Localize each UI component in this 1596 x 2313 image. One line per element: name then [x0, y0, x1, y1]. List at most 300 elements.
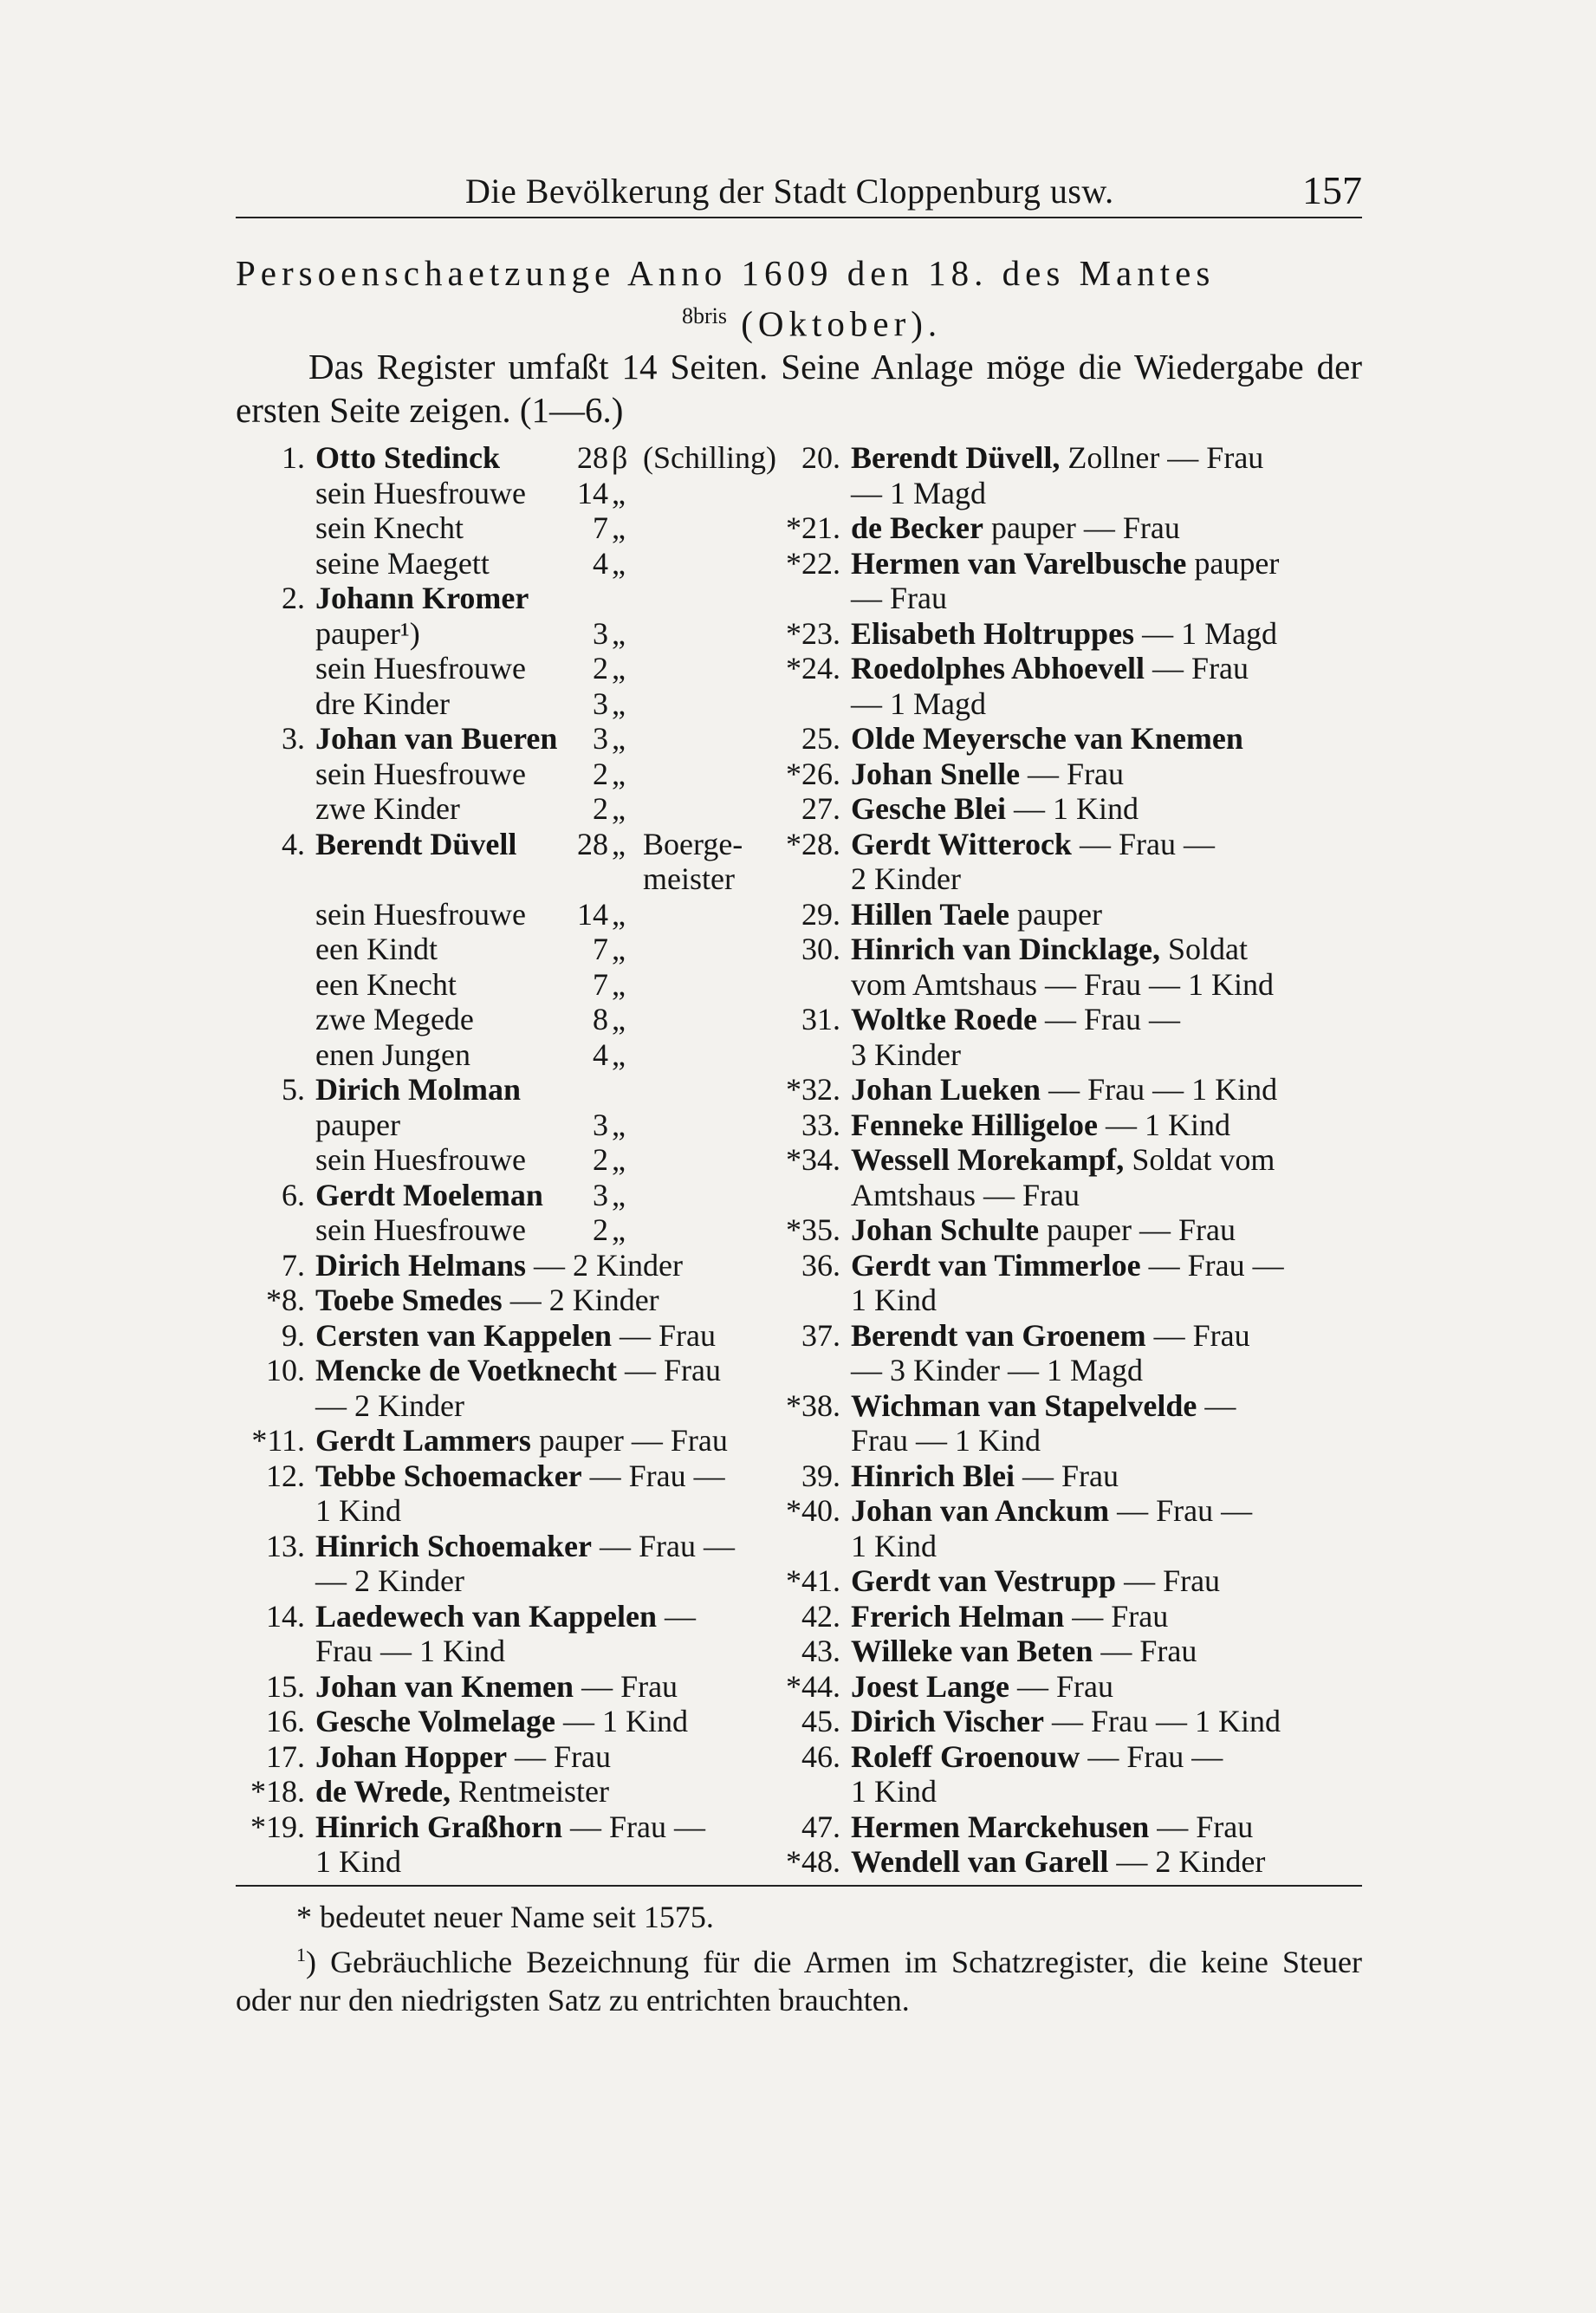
household-member: enen Jungen — [315, 1036, 470, 1072]
entry-detail: — Frau — — [581, 1458, 725, 1493]
register-entry — [771, 932, 1362, 967]
register-entry — [236, 546, 799, 581]
entry-detail: pauper — Frau — [983, 510, 1180, 545]
footnote-rule — [236, 1885, 1362, 1887]
entry-detail: — Frau — — [562, 1809, 706, 1844]
tax-unit: „ — [612, 651, 626, 685]
entry-name-bold: Joest Lange — [851, 1668, 1009, 1704]
tax-amount-value: 4 — [593, 545, 608, 581]
footnote-one — [236, 1936, 1362, 2019]
register-entry — [236, 1353, 799, 1388]
entry-detail: — Frau — — [1071, 826, 1215, 861]
register-entry — [771, 1108, 1362, 1143]
register-entry — [236, 721, 799, 757]
entry-number: *34. — [786, 1142, 840, 1177]
entry-detail: — Frau — 1 Kind — [1041, 1072, 1278, 1107]
entry-name-bold: Dirich Molman — [315, 1072, 521, 1107]
entry-name — [851, 1388, 1236, 1424]
entry-name-bold: de Wrede, — [315, 1774, 451, 1809]
entry-name-bold: Johan Snelle — [851, 756, 1021, 791]
title-line-2-text: (Oktober). — [727, 303, 943, 344]
entry-number: 1. — [282, 440, 305, 475]
entry-name-bold: Berendt van Groenem — [851, 1317, 1146, 1353]
register-entry — [771, 1353, 1362, 1388]
register-entry — [236, 1563, 799, 1599]
tax-amount-value: 2 — [593, 1142, 608, 1177]
entry-number: *32. — [786, 1072, 840, 1107]
entry-detail: — Frau — [1149, 1809, 1254, 1844]
entry-number: *23. — [786, 615, 840, 651]
tax-unit: „ — [612, 791, 626, 826]
entry-name — [851, 1318, 1250, 1354]
tax-unit: „ — [612, 1177, 626, 1212]
entry-name-bold: Johan van Knemen — [315, 1668, 574, 1704]
entry-name — [851, 721, 1243, 757]
entry-detail: — Frau — 1 Kind — [1043, 1704, 1281, 1738]
entry-detail: pauper — [1186, 545, 1280, 581]
entry-continuation: 3 Kinder — [851, 1036, 961, 1072]
register-entry — [771, 827, 1362, 862]
tax-amount-value: 28 — [577, 440, 608, 475]
entry-detail: pauper — Frau — [1039, 1212, 1236, 1247]
entry-name-bold: Gerdt Lammers — [315, 1423, 531, 1458]
register-entry — [771, 476, 1362, 511]
register-entry — [771, 1634, 1362, 1669]
entry-detail: — Frau — [574, 1668, 678, 1704]
intro-paragraph — [236, 345, 1362, 432]
tax-unit: „ — [612, 510, 626, 545]
entry-name — [315, 1423, 728, 1459]
household-member: sein Huesfrouwe — [315, 756, 526, 791]
entry-number: 15. — [266, 1668, 305, 1704]
entry-name-bold: Hinrich Graßhorn — [315, 1809, 563, 1844]
entry-number: *28. — [786, 826, 840, 861]
tax-amount — [558, 1142, 688, 1178]
page-number: 157 — [1302, 168, 1362, 212]
register-entry — [236, 1178, 799, 1213]
tax-amount-value: 2 — [593, 791, 608, 826]
entry-number: 6. — [282, 1177, 305, 1212]
entry-name-bold: Gerdt Witterock — [851, 826, 1072, 861]
register-entry — [771, 1529, 1362, 1564]
entry-detail: — Frau — — [1140, 1247, 1284, 1283]
entry-name-bold: Dirich Helmans — [315, 1247, 526, 1283]
entry-name-bold: Johann Kromer — [315, 581, 529, 615]
entry-detail: — Frau — [1064, 1598, 1169, 1634]
entry-name-bold: Elisabeth Holtruppes — [851, 615, 1135, 651]
entry-name-bold: Gerdt van Timmerloe — [851, 1247, 1141, 1283]
title-line-1: Persoenschaetzunge Anno 1609 den 18. des Mantes — [236, 253, 1216, 293]
register-entry — [236, 967, 799, 1003]
tax-unit: „ — [612, 1107, 626, 1142]
entry-number: 7. — [282, 1247, 305, 1283]
register-entry — [771, 1142, 1362, 1178]
register-entry — [771, 1704, 1362, 1739]
entry-number: *21. — [786, 510, 840, 545]
entry-number: 25. — [801, 721, 840, 756]
register-entry — [771, 510, 1362, 546]
register-entry — [771, 791, 1362, 827]
entry-detail: — Frau — [1020, 756, 1125, 791]
entry-number: *8. — [266, 1283, 305, 1317]
entry-name — [851, 546, 1279, 581]
register-entry — [771, 1212, 1362, 1248]
entry-number: 4. — [282, 826, 305, 861]
entry-name — [851, 1212, 1236, 1248]
entry-number: 39. — [801, 1458, 840, 1493]
register-entry — [236, 1037, 799, 1073]
entry-continuation: 1 Kind — [851, 1528, 937, 1563]
entry-name — [851, 510, 1180, 546]
register-entry — [771, 1178, 1362, 1213]
tax-amount — [558, 476, 688, 511]
entry-name — [851, 1002, 1180, 1037]
tax-amount — [558, 897, 688, 932]
register-entry — [771, 1283, 1362, 1318]
entry-name — [851, 616, 1277, 652]
register-entry — [236, 1423, 799, 1459]
entry-name — [315, 1353, 721, 1388]
tax-amount-value: 14 — [577, 896, 608, 932]
entry-detail: — 2 Kinder — [525, 1247, 683, 1283]
entry-name-bold: Hinrich van Dincklage, — [851, 932, 1161, 966]
entry-number: *26. — [786, 756, 840, 791]
entry-name — [315, 827, 516, 862]
entry-name-bold: Johan Schulte — [851, 1212, 1040, 1247]
entry-detail: — 2 Kinder — [1108, 1844, 1266, 1879]
register-entry — [236, 1493, 799, 1529]
register-entry — [236, 686, 799, 722]
tax-unit: β — [612, 440, 628, 475]
entry-number: 14. — [266, 1598, 305, 1634]
entry-number: *48. — [786, 1844, 840, 1879]
entry-name — [851, 757, 1124, 792]
entry-name-bold: Tebbe Schoemacker — [315, 1458, 582, 1493]
entry-number: 36. — [801, 1247, 840, 1283]
entry-number: 45. — [801, 1704, 840, 1738]
entry-number: 27. — [801, 791, 840, 826]
register-entry — [236, 1704, 799, 1739]
entry-number: 43. — [801, 1634, 840, 1668]
register-entry — [771, 1809, 1362, 1845]
entry-name-bold: Wendell van Garell — [851, 1844, 1109, 1879]
register-entry — [771, 1037, 1362, 1073]
entry-number: *22. — [786, 545, 840, 581]
entry-number: 16. — [266, 1704, 305, 1738]
entry-name — [315, 1529, 735, 1564]
household-member: sein Huesfrouwe — [315, 1212, 526, 1247]
entry-name-bold: Hillen Taele — [851, 896, 1010, 932]
tax-amount-value: 2 — [593, 651, 608, 685]
entry-number: 10. — [266, 1353, 305, 1387]
register-entry — [771, 546, 1362, 581]
register-entry — [236, 1634, 799, 1669]
entry-continuation: Amtshaus — Frau — [851, 1177, 1080, 1212]
entry-number: 37. — [801, 1317, 840, 1353]
entry-name — [851, 1599, 1168, 1634]
register-entry — [771, 757, 1362, 792]
entry-continuation: 1 Kind — [315, 1844, 401, 1879]
entry-name — [315, 1809, 705, 1845]
entry-name-bold: de Becker — [851, 510, 983, 545]
entry-name-bold: Dirich Vischer — [851, 1704, 1044, 1738]
entry-name-bold: Toebe Smedes — [315, 1283, 503, 1317]
register-entry — [771, 861, 1362, 897]
entry-name-bold: Hermen Marckehusen — [851, 1809, 1150, 1844]
register-entry — [771, 897, 1362, 932]
entry-detail: pauper — Frau — [530, 1423, 728, 1458]
register-entry — [771, 1318, 1362, 1354]
entry-number: 9. — [282, 1317, 305, 1353]
tax-unit: „ — [612, 545, 626, 581]
register-entry — [236, 476, 799, 511]
entry-detail: — Frau — [1009, 1668, 1113, 1704]
entry-note: (Schilling) — [643, 440, 776, 475]
household-member: sein Huesfrouwe — [315, 896, 526, 932]
entry-name — [315, 581, 529, 616]
register-entry — [236, 1142, 799, 1178]
entry-detail: Zollner — Frau — [1060, 440, 1264, 475]
register-entry — [771, 1248, 1362, 1283]
title-superscript: 8bris — [682, 303, 727, 328]
tax-amount — [558, 1212, 688, 1248]
footnote-one-text: ) Gebräuchliche Bezeichnung für die Armen im Schatzregister, die keine Steuer oder nur den niedrigsten Satz zu entrichten brauchten. — [236, 1945, 1362, 2017]
intro-text: Das Register umfaßt 14 Seiten. Seine Anlage möge die Wiedergabe der ersten Seite zeigen. (1—6.) — [236, 347, 1362, 430]
entry-name-bold: Hinrich Blei — [851, 1458, 1015, 1493]
entry-continuation: Frau — 1 Kind — [851, 1423, 1041, 1458]
entry-detail: Rentmeister — [451, 1774, 609, 1809]
tax-unit: „ — [612, 615, 626, 651]
entry-name — [851, 791, 1139, 827]
tax-unit: „ — [612, 721, 626, 756]
entry-name-bold: Hinrich Schoemaker — [315, 1528, 592, 1563]
entry-name — [315, 1178, 543, 1213]
tax-amount — [558, 686, 688, 722]
footnote-marker: 1 — [296, 1944, 306, 1965]
entry-name — [315, 1599, 696, 1634]
entry-name — [851, 1142, 1275, 1178]
register-entry — [236, 791, 799, 827]
entry-detail: — Frau — [1145, 651, 1249, 685]
entry-name-bold: Olde Meyersche van Knemen — [851, 721, 1243, 756]
entry-number: 31. — [801, 1002, 840, 1036]
entry-continuation: — 3 Kinder — 1 Magd — [851, 1353, 1143, 1387]
entry-continuation: — 1 Magd — [851, 475, 986, 510]
register-entry — [771, 1739, 1362, 1775]
entry-number: 17. — [266, 1738, 305, 1774]
entry-name-bold: Johan van Bueren — [315, 721, 558, 756]
register-entry — [771, 651, 1362, 686]
register-entry — [236, 757, 799, 792]
register-entry — [236, 616, 799, 652]
entry-number: 30. — [801, 932, 840, 966]
entry-name-bold: Hermen van Varelbusche — [851, 545, 1187, 581]
entry-name — [851, 1844, 1265, 1880]
entry-detail: — 1 Kind — [1097, 1107, 1230, 1142]
register-entry — [236, 1844, 799, 1880]
entry-number: 47. — [801, 1809, 840, 1844]
register-entry — [236, 440, 799, 476]
household-member: sein Huesfrouwe — [315, 475, 526, 510]
tax-amount-value: 4 — [593, 1036, 608, 1072]
register-entry — [771, 1493, 1362, 1529]
register-entry — [771, 1669, 1362, 1705]
entry-detail: — Frau — [1093, 1634, 1197, 1668]
entry-name-bold: Frerich Helman — [851, 1598, 1065, 1634]
register-entry — [236, 1459, 799, 1494]
entry-name — [851, 1493, 1252, 1529]
entry-name-bold: Berendt Düvell, — [851, 440, 1061, 475]
register-entry — [236, 1248, 799, 1283]
entry-continuation: — 2 Kinder — [315, 1387, 464, 1423]
entry-detail: — Frau — — [1036, 1002, 1180, 1036]
household-member: zwe Megede — [315, 1002, 474, 1036]
register-entry — [236, 1002, 799, 1037]
entry-name-bold: Laedewech van Kappelen — [315, 1598, 658, 1634]
tax-amount-value: 14 — [577, 475, 608, 510]
tax-amount — [558, 1037, 688, 1073]
tax-amount-value: 3 — [593, 1107, 608, 1142]
entry-name — [851, 1459, 1119, 1494]
register-entry — [236, 1599, 799, 1634]
entry-detail: — — [657, 1598, 697, 1634]
entry-name-bold: Woltke Roede — [851, 1002, 1037, 1036]
register-column-right — [771, 440, 1362, 1880]
register-entry — [236, 1739, 799, 1775]
register-title — [236, 251, 1362, 346]
entry-continuation: — Frau — [851, 581, 947, 615]
register-entry — [236, 1072, 799, 1108]
entry-number: 2. — [282, 581, 305, 615]
entry-number: 3. — [282, 721, 305, 756]
entry-name-bold: Fenneke Hilligeloe — [851, 1107, 1098, 1142]
tax-amount — [558, 1002, 688, 1037]
household-member: sein Huesfrouwe — [315, 1142, 526, 1177]
entry-detail: — Frau — [616, 1353, 721, 1387]
entry-number: 12. — [266, 1458, 305, 1493]
entry-detail: — 1 Magd — [1134, 615, 1278, 651]
entry-detail: — Frau — [612, 1317, 716, 1353]
tax-amount — [558, 1178, 688, 1213]
entry-name — [315, 440, 500, 476]
household-member: zwe Kinder — [315, 791, 460, 826]
tax-amount-value: 28 — [577, 826, 608, 861]
entry-name — [851, 1739, 1223, 1775]
entry-number: *41. — [786, 1563, 840, 1598]
tax-amount — [558, 546, 688, 581]
entry-name — [315, 1283, 659, 1318]
entry-detail: Soldat vom — [1124, 1142, 1275, 1177]
household-member: sein Huesfrouwe — [315, 651, 526, 685]
register-entry — [236, 861, 799, 897]
entry-number: 33. — [801, 1107, 840, 1142]
page-header — [236, 169, 1362, 218]
entry-name — [315, 721, 557, 757]
register-entry — [771, 440, 1362, 476]
entry-name — [315, 1318, 716, 1354]
entry-detail: — 2 Kinder — [502, 1283, 659, 1317]
register-entry — [236, 1809, 799, 1845]
entry-number: 29. — [801, 896, 840, 932]
entry-number: *19. — [250, 1809, 305, 1844]
household-member: een Knecht — [315, 966, 457, 1002]
entry-note: meister — [643, 861, 735, 896]
entry-name-bold: Otto Stedinck — [315, 440, 501, 475]
entry-name — [315, 1774, 609, 1809]
tax-amount-value: 3 — [593, 721, 608, 756]
entry-number: *18. — [250, 1774, 305, 1809]
entry-detail: — 1 Kind — [1005, 791, 1139, 826]
entry-detail: — Frau — [1015, 1458, 1119, 1493]
entry-detail: — Frau — [507, 1738, 612, 1774]
entry-number: *24. — [786, 651, 840, 685]
register-entry — [236, 1669, 799, 1705]
register-entry — [236, 651, 799, 686]
register-entry — [771, 1423, 1362, 1459]
register-entry — [236, 1318, 799, 1354]
register-entry — [236, 932, 799, 967]
entry-name-bold: Roedolphes Abhoevell — [851, 651, 1145, 685]
register-entry — [771, 1072, 1362, 1108]
entry-name — [851, 651, 1249, 686]
register-entry — [771, 1599, 1362, 1634]
tax-amount — [558, 967, 688, 1003]
tax-amount — [558, 510, 688, 546]
entry-name — [315, 1739, 611, 1775]
entry-number: *35. — [786, 1212, 840, 1247]
entry-name — [851, 897, 1102, 932]
tax-unit: „ — [612, 475, 626, 510]
tax-amount-value: 7 — [593, 510, 608, 545]
entry-name-bold: Willeke van Beten — [851, 1634, 1093, 1668]
tax-amount-value: 7 — [593, 966, 608, 1002]
footnotes — [236, 1898, 1362, 2019]
register-entry — [771, 1774, 1362, 1809]
register-entry — [771, 1563, 1362, 1599]
tax-unit: „ — [612, 1002, 626, 1036]
entry-name-bold: Johan Lueken — [851, 1072, 1041, 1107]
entry-name — [851, 1248, 1284, 1283]
tax-unit: „ — [612, 896, 626, 932]
entry-number: *38. — [786, 1387, 840, 1423]
entry-name — [851, 1669, 1113, 1705]
entry-continuation: 2 Kinder — [851, 861, 961, 896]
header-rule — [236, 217, 1362, 218]
tax-unit: „ — [612, 826, 626, 861]
entry-number: *44. — [786, 1668, 840, 1704]
entry-name-bold: Gerdt van Vestrupp — [851, 1563, 1117, 1598]
register-entry — [236, 1529, 799, 1564]
entry-continuation: — 1 Magd — [851, 685, 986, 721]
household-member: een Kindt — [315, 932, 438, 966]
tax-amount — [558, 757, 688, 792]
entry-number: 42. — [801, 1598, 840, 1634]
entry-name-bold: Gerdt Moeleman — [315, 1177, 543, 1212]
entry-continuation: 1 Kind — [851, 1283, 937, 1317]
entry-continuation: vom Amtshaus — Frau — 1 Kind — [851, 966, 1275, 1002]
tax-unit: „ — [612, 685, 626, 721]
entry-name — [851, 1634, 1197, 1669]
entry-name — [851, 1704, 1281, 1739]
entry-number: 46. — [801, 1738, 840, 1774]
entry-detail: Soldat — [1160, 932, 1249, 966]
entry-name-bold: Johan van Anckum — [851, 1493, 1110, 1528]
entry-detail: — Frau — — [1109, 1493, 1253, 1528]
entry-detail: — Frau — [1116, 1563, 1221, 1598]
household-member: pauper — [315, 1107, 400, 1142]
tax-amount-value: 3 — [593, 685, 608, 721]
household-member: seine Maegett — [315, 545, 490, 581]
